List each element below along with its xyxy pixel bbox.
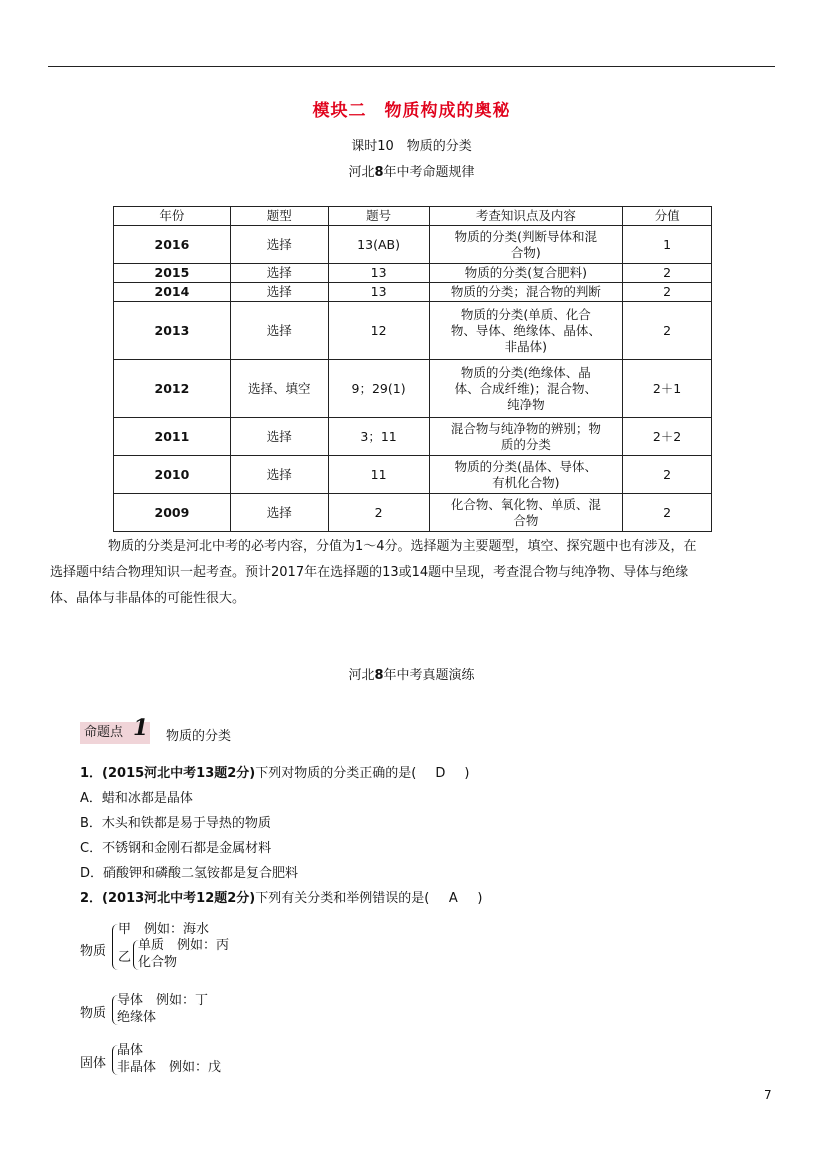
- rules-heading: 河北8年中考命题规律: [348, 165, 475, 180]
- cell-year: 2013: [114, 302, 231, 360]
- question-1-option-b: B．木头和铁都是易于导热的物质: [80, 816, 271, 831]
- cell-content-line: 纯净物: [507, 396, 545, 412]
- cell-content-line: 物质的分类；混合物的判断: [450, 284, 601, 299]
- cell-type: 选择: [230, 302, 328, 360]
- col-header-year: 年份: [114, 207, 231, 226]
- tree-1-item-b: 乙: [118, 950, 132, 965]
- col-header-content: 考查知识点及内容: [429, 207, 623, 226]
- table-row: [114, 494, 712, 532]
- cell-content-line: 有机化合物): [492, 474, 560, 490]
- topic-point-badge: [80, 715, 150, 744]
- question-1-answer: D: [435, 766, 446, 781]
- cell-score: 2: [623, 456, 712, 494]
- cell-year: 2015: [114, 264, 231, 283]
- cell-year: 2012: [114, 360, 231, 418]
- paragraph-line: 体、晶体与非晶体的可能性很大。: [50, 591, 246, 606]
- cell-score: 2＋1: [623, 360, 712, 418]
- question-2-answer: A: [448, 891, 458, 906]
- tree-3-item-a: 晶体: [117, 1043, 144, 1058]
- cell-content-line: 混合物与纯净物的辨别；物: [450, 420, 601, 436]
- table-row: [114, 226, 712, 264]
- cell-year: 2016: [114, 226, 231, 264]
- table-row: [114, 456, 712, 494]
- tree-1-root: 物质: [80, 944, 107, 959]
- tree-1-item-a: 甲 例如：海水: [118, 922, 210, 937]
- cell-number: 12: [328, 302, 429, 360]
- cell-number: 2: [328, 494, 429, 532]
- cell-content: [429, 360, 623, 418]
- exam-heading: 河北8年中考真题演练: [348, 668, 475, 683]
- cell-content-line: 质的分类: [500, 436, 551, 452]
- cell-year: 2011: [114, 418, 231, 456]
- cell-type: 选择、填空: [230, 360, 328, 418]
- tree-2-item-a: 导体 例如：丁: [117, 993, 209, 1008]
- tree-3-item-b: 非晶体 例如：戊: [117, 1060, 222, 1075]
- cell-type: 选择: [230, 494, 328, 532]
- cell-score: 2: [623, 302, 712, 360]
- question-1-option-d: D．硝酸钾和磷酸二氢铵都是复合肥料: [80, 866, 299, 881]
- cell-content-line: 合物): [510, 244, 541, 260]
- topic-point-label: 命题点: [84, 725, 124, 740]
- cell-content-line: 物质的分类(单质、化合: [460, 306, 591, 322]
- cell-content: [429, 456, 623, 494]
- cell-year: 2010: [114, 456, 231, 494]
- col-header-number: 题号: [328, 207, 429, 226]
- cell-content-line: 化合物、氧化物、单质、混: [450, 496, 601, 512]
- header-rule: [48, 66, 775, 67]
- cell-number: 13: [328, 264, 429, 283]
- tree-1-item-b1: 单质 例如：丙: [138, 938, 230, 953]
- table-row: [114, 418, 712, 456]
- analysis-paragraph: [50, 534, 778, 612]
- cell-number: 13: [328, 283, 429, 302]
- module-title: 模块二 物质构成的奥秘: [312, 101, 511, 121]
- page-number: 7: [764, 1088, 772, 1102]
- cell-number: 9；29(1): [328, 360, 429, 418]
- question-1-option-c: C．不锈钢和金刚石都是金属材料: [80, 841, 272, 856]
- cell-number: 13(AB): [328, 226, 429, 264]
- table-row: [114, 283, 712, 302]
- cell-year: 2014: [114, 283, 231, 302]
- cell-content-line: 合物: [513, 512, 539, 528]
- tree-3-root: 固体: [80, 1056, 107, 1071]
- cell-content: [429, 302, 623, 360]
- cell-type: 选择: [230, 283, 328, 302]
- col-header-score: 分值: [623, 207, 712, 226]
- cell-content-line: 物质的分类(复合肥料): [464, 265, 587, 280]
- cell-type: 选择: [230, 226, 328, 264]
- cell-content-line: 非晶体): [504, 338, 548, 354]
- table-row: [114, 360, 712, 418]
- cell-number: 11: [328, 456, 429, 494]
- cell-content: [429, 283, 623, 302]
- tree-2-item-b: 绝缘体: [117, 1010, 157, 1025]
- cell-type: 选择: [230, 418, 328, 456]
- cell-number: 3；11: [328, 418, 429, 456]
- cell-type: 选择: [230, 456, 328, 494]
- cell-content-line: 体、合成纤维)；混合物、: [454, 380, 598, 396]
- tree-1-item-b2: 化合物: [138, 955, 178, 970]
- lesson-title: 课时10 物质的分类: [351, 139, 472, 154]
- table-row: [114, 302, 712, 360]
- cell-content: [429, 494, 623, 532]
- paragraph-line: 物质的分类是河北中考的必考内容，分值为1～4分。选择题为主要题型，填空、探究题中也有涉及，在: [108, 539, 697, 554]
- col-header-type: 题型: [230, 207, 328, 226]
- cell-content-line: 物、导体、绝缘体、晶体、: [450, 322, 601, 338]
- cell-score: 2: [623, 264, 712, 283]
- table-header-row: [114, 207, 712, 226]
- cell-content: [429, 226, 623, 264]
- table-row: [114, 264, 712, 283]
- cell-score: 2: [623, 494, 712, 532]
- question-1-stem: 1．(2015河北中考13题2分)下列对物质的分类正确的是( D ): [80, 766, 470, 781]
- tree-2-root: 物质: [80, 1006, 107, 1021]
- cell-score: 1: [623, 226, 712, 264]
- cell-type: 选择: [230, 264, 328, 283]
- exam-rules-table: [113, 206, 712, 532]
- cell-score: 2: [623, 283, 712, 302]
- cell-year: 2009: [114, 494, 231, 532]
- cell-content: [429, 418, 623, 456]
- cell-content-line: 物质的分类(判断导体和混: [454, 228, 598, 244]
- cell-content: [429, 264, 623, 283]
- topic-point-title: 物质的分类: [166, 729, 232, 744]
- question-1-option-a: A．蜡和冰都是晶体: [80, 791, 193, 806]
- topic-point-number: 1: [133, 715, 149, 741]
- cell-content-line: 物质的分类(晶体、导体、: [454, 458, 598, 474]
- cell-content-line: 物质的分类(绝缘体、晶: [460, 364, 591, 380]
- paragraph-line: 选择题中结合物理知识一起考查。预计2017年在选择题的13或14题中呈现，考查混合物与纯净物、导体与绝缘: [50, 565, 689, 580]
- question-2-stem: 2．(2013河北中考12题2分)下列有关分类和举例错误的是( A ): [80, 891, 483, 906]
- cell-score: 2＋2: [623, 418, 712, 456]
